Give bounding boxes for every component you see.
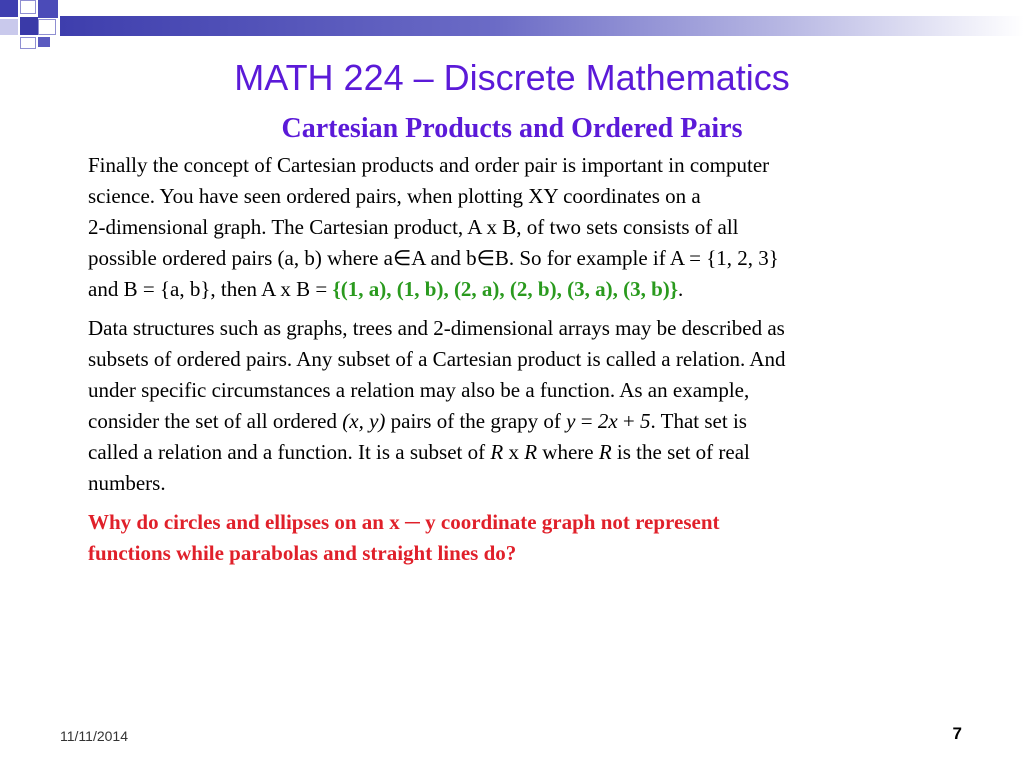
text-line: [88, 437, 958, 468]
decorative-square: [38, 0, 58, 18]
page-number: 7: [952, 724, 962, 743]
decorative-square: [20, 37, 36, 49]
text-run: where: [537, 440, 599, 464]
text-line: possible ordered pairs (a, b) where a∈A and b∈B. So for example if A = {1, 2, 3}: [88, 246, 779, 270]
slide-subtitle: Cartesian Products and Ordered Pairs: [281, 113, 743, 144]
cartesian-product-result: {(1, a), (1, b), (2, a), (2, b), (3, a), (3, b)}: [332, 277, 679, 301]
text-italic: 5: [640, 409, 651, 433]
text-line: functions while parabolas and straight lines do?: [88, 541, 517, 565]
text-line: 2-dimensional graph. The Cartesian product, A x B, of two sets consists of all: [88, 215, 739, 239]
text-italic: 2x: [597, 409, 618, 433]
paragraph-cartesian-intro: [88, 150, 958, 305]
decorative-square: [20, 17, 38, 35]
text-run: .: [678, 277, 684, 301]
text-italic: R: [490, 440, 504, 464]
text-run: +: [617, 409, 641, 433]
text-italic: y: [566, 409, 576, 433]
text-line: numbers.: [88, 471, 166, 495]
text-line: Data structures such as graphs, trees and 2-dimensional arrays may be described as: [88, 316, 785, 340]
text-line: [88, 406, 958, 437]
decorative-square: [0, 0, 18, 17]
text-run: and B = {a, b}, then A x B =: [88, 277, 333, 301]
question-paragraph: [88, 507, 958, 569]
text-run: x: [503, 440, 525, 464]
text-run: consider the set of all ordered: [88, 409, 343, 433]
decorative-square: [20, 0, 36, 14]
text-line: under specific circumstances a relation may also be a function. As an example,: [88, 378, 750, 402]
decorative-square: [38, 19, 56, 35]
paragraph-relations: [88, 313, 958, 499]
text-line: Finally the concept of Cartesian products and order pair is important in computer: [88, 153, 770, 177]
decorative-square: [0, 19, 18, 35]
text-run: . That set is: [650, 409, 747, 433]
text-run: is the set of real: [611, 440, 750, 464]
text-run: =: [575, 409, 598, 433]
text-line: Why do circles and ellipses on an x ─ y coordinate graph not represent: [88, 510, 720, 534]
text-line: science. You have seen ordered pairs, when plotting XY coordinates on a: [88, 184, 701, 208]
text-italic: R: [524, 440, 538, 464]
text-run: pairs of the grapy of: [385, 409, 567, 433]
slide-title: MATH 224 – Discrete Mathematics: [234, 57, 790, 98]
text-run: called a relation and a function. It is a subset of: [88, 440, 491, 464]
text-line: subsets of ordered pairs. Any subset of a Cartesian product is called a relation. And: [88, 347, 786, 371]
slide-body: [88, 150, 958, 577]
text-italic: R: [598, 440, 612, 464]
text-italic: (x, y): [342, 409, 386, 433]
footer-date: 11/11/2014: [60, 728, 128, 744]
decorative-square: [38, 37, 50, 47]
text-line: [88, 274, 958, 305]
header-gradient-bar: [60, 16, 1024, 36]
